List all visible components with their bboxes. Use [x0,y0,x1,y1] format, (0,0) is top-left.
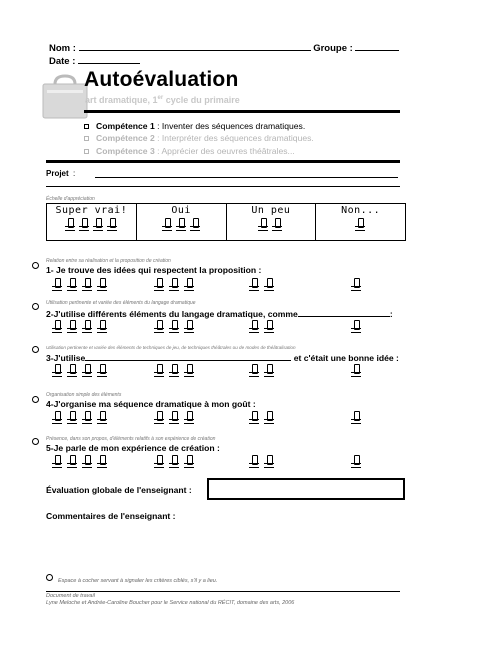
criterion-5-checkbox[interactable] [32,438,39,445]
figure-icon [184,411,195,425]
name-field-row [49,42,399,54]
scale-level-super-vrai: Super vrai! [47,204,137,240]
figure-icon [52,364,63,378]
page-title: Autoévaluation [84,68,239,91]
figure-icon [52,278,63,292]
competence-1[interactable]: Compétence 1 : Inventer des séquences dramatiques. [84,121,305,131]
criterion-5-question: 5-Je parle de mon expérience de création : [46,443,220,453]
criterion-3-question: 3-J'utilise et c'était une bonne idée : [46,353,399,363]
figure-icon [67,455,78,469]
figure-icon [351,411,362,425]
figure-icon [82,411,93,425]
footer-line-2: Lyne Meloche et Andrée-Caroline Boucher pour le Service national du RÉCIT, domaine des arts, 2006 [46,600,295,606]
figure-icon [169,364,180,378]
figure-icon [184,455,195,469]
figure-icon [67,320,78,334]
figure-icon [97,411,108,425]
briefcase-icon [41,72,89,120]
teacher-evaluation-label: Évaluation globale de l'enseignant : [46,485,192,495]
footer-line-1: Document de travail [46,593,95,599]
figure-icon [264,411,275,425]
date-field-row [49,55,140,67]
criterion-2-question: 2-J'utilise différents éléments du langage dramatique, comme : [46,309,393,319]
figure-icon [249,455,260,469]
date-field[interactable] [78,55,140,64]
figure-icon [264,455,275,469]
group-field[interactable] [355,42,399,51]
criterion-4-checkbox[interactable] [32,396,39,403]
figure-icon [97,278,108,292]
figure-icon [355,218,366,232]
competence-3[interactable]: Compétence 3 : Apprécier des oeuvres théâtrales... [84,146,295,156]
legend-checkbox-icon [46,574,53,581]
figure-icon [249,411,260,425]
scale-title: Échelle d'appréciation [46,196,95,202]
footer-divider [46,591,400,592]
figure-icon [351,364,362,378]
appreciation-scale [46,203,406,241]
name-field[interactable] [79,42,311,51]
criterion-2-blank[interactable] [298,308,390,317]
criterion-1-rating-row[interactable] [52,278,362,292]
figure-icon [93,218,104,232]
figure-icon [97,364,108,378]
figure-icon [264,320,275,334]
figure-icon [351,320,362,334]
figure-icon [169,411,180,425]
figure-icon [97,320,108,334]
criterion-3-rating-row[interactable] [52,364,362,378]
criterion-2-rating-row[interactable] [52,320,362,334]
competence-1-checkbox[interactable] [84,124,89,129]
criterion-5-note: Présence, dans son propos, d'éléments relatifs à son expérience de création [46,436,216,442]
figure-icon [154,411,165,425]
figure-icon [264,364,275,378]
competence-2-checkbox[interactable] [84,136,89,141]
figure-icon [249,278,260,292]
checkbox-footnote: Espace à cocher servant à signaler les critères ciblés, s'il y a lieu. [58,578,218,584]
title-divider [84,110,400,113]
figure-icon [107,218,118,232]
criterion-4-question: 4-J'organise ma séquence dramatique à mon goût : [46,399,256,409]
project-colon: : [73,169,76,178]
criterion-1-question: 1- Je trouve des idées qui respectent la proposition : [46,265,262,275]
figure-icon [190,218,201,232]
figure-icon [154,278,165,292]
figure-icon [169,455,180,469]
date-label: Date : [49,56,76,67]
project-field[interactable] [95,177,398,178]
criterion-3-checkbox[interactable] [32,346,39,353]
competence-3-checkbox[interactable] [84,149,89,154]
criterion-3-note: Utilisation pertinente et variée des éléments de techniques de jeu, de techniques théâtrales ou de modes de théâtralisation [46,345,296,350]
figure-icon [67,411,78,425]
figure-icon [184,278,195,292]
figure-icon [97,455,108,469]
name-label: Nom : [49,43,76,54]
figure-icon [272,218,283,232]
figure-icon [154,455,165,469]
figure-icon [249,320,260,334]
scale-level-non: Non... [316,204,405,240]
group-label: Groupe : [313,43,353,54]
project-divider [46,186,400,187]
figure-icon [67,278,78,292]
criterion-1-note: Relation entre sa réalisation et la proposition de création [46,258,171,264]
criterion-4-note: Organisation simple des éléments [46,392,122,398]
competence-2[interactable]: Compétence 2 : Interpréter des séquences dramatiques. [84,133,314,143]
figure-icon [169,320,180,334]
figure-icon [249,364,260,378]
figure-icon [82,278,93,292]
criterion-2-note: Utilisation pertinente et variée des éléments du langage dramatique [46,300,196,306]
figure-icon [82,455,93,469]
page-subtitle: art dramatique, 1er cycle du primaire [85,95,240,105]
figure-icon [184,320,195,334]
figure-icon [176,218,187,232]
criterion-2-checkbox[interactable] [32,303,39,310]
figure-icon [351,455,362,469]
figure-icon [258,218,269,232]
figure-icon [154,320,165,334]
figure-icon [169,278,180,292]
figure-icon [82,320,93,334]
scale-level-un-peu: Un peu [227,204,317,240]
figure-icon [82,364,93,378]
figure-icon [52,320,63,334]
figure-icon [52,411,63,425]
figure-icon [52,455,63,469]
figure-icon [154,364,165,378]
criterion-1-checkbox[interactable] [32,262,39,269]
figure-icon [162,218,173,232]
figure-icon [65,218,76,232]
criterion-4-rating-row[interactable] [52,411,362,425]
section-divider [46,160,400,163]
criterion-3-blank[interactable] [85,352,291,361]
figure-icon [351,278,362,292]
teacher-evaluation-box[interactable] [207,478,405,500]
figure-icon [184,364,195,378]
scale-level-oui: Oui [137,204,227,240]
criterion-5-rating-row[interactable] [52,455,362,469]
figure-icon [264,278,275,292]
project-label: Projet [46,169,69,178]
figure-icon [79,218,90,232]
teacher-comments-label: Commentaires de l'enseignant : [46,511,176,521]
figure-icon [67,364,78,378]
